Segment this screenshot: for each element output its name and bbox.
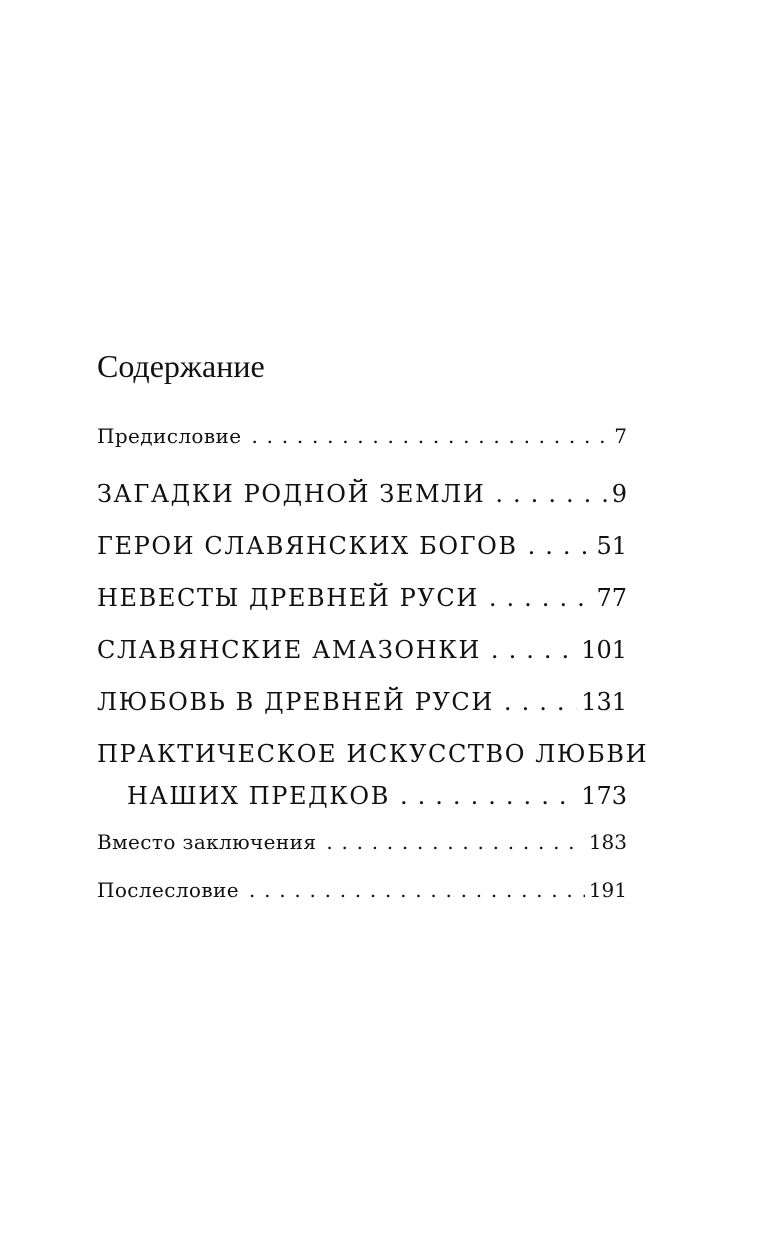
toc-entry-label: Предисловие xyxy=(97,424,242,448)
toc-page-number: 191 xyxy=(588,878,627,902)
toc-entry-label: СЛАВЯНСКИЕ АМАЗОНКИ xyxy=(97,636,481,664)
toc-entry-afterword[interactable] xyxy=(97,878,627,902)
toc-entry-chapter-6[interactable] xyxy=(97,740,649,810)
toc-page-number: 183 xyxy=(588,830,627,854)
toc-entry-conclusion[interactable] xyxy=(97,830,627,854)
toc-entry-label: ЛЮБОВЬ В ДРЕВНЕЙ РУСИ xyxy=(97,688,494,716)
toc-entry-label: Послесловие xyxy=(97,878,239,902)
toc-entry-label: Вместо заключения xyxy=(97,830,317,854)
toc-page-number: 9 xyxy=(611,480,627,508)
toc-page-number: 51 xyxy=(596,532,627,560)
toc-entry-chapter-5[interactable] xyxy=(97,688,627,716)
toc-entry-chapter-2[interactable] xyxy=(97,532,627,560)
toc-page-number: 77 xyxy=(596,584,627,612)
toc-leader-dots xyxy=(491,636,577,664)
toc-leader-dots xyxy=(528,532,593,560)
toc-leader-dots xyxy=(504,688,577,716)
toc-entry-label-line-1: ПРАКТИЧЕСКОЕ ИСКУССТВО ЛЮБВИ xyxy=(97,740,649,768)
toc-leader-dots xyxy=(495,480,607,508)
toc-entry-chapter-4[interactable] xyxy=(97,636,627,664)
toc-leader-dots xyxy=(326,830,584,854)
toc-entry-chapter-3[interactable] xyxy=(97,584,627,612)
page-title: Содержание xyxy=(97,348,265,384)
toc-entry-label: НЕВЕСТЫ ДРЕВНЕЙ РУСИ xyxy=(97,584,479,612)
toc-leader-dots xyxy=(400,782,577,810)
toc-page-number: 7 xyxy=(614,424,627,448)
toc-entry-label: ЗАГАДКИ РОДНОЙ ЗЕМЛИ xyxy=(97,480,486,508)
toc-leader-dots xyxy=(489,584,593,612)
toc-entry-second-line xyxy=(97,782,627,810)
toc-page-number: 101 xyxy=(581,636,627,664)
toc-entry-label: ГЕРОИ СЛАВЯНСКИХ БОГОВ xyxy=(97,532,518,560)
toc-leader-dots xyxy=(249,878,585,902)
toc-entry-chapter-1[interactable] xyxy=(97,480,627,508)
toc-page-number: 131 xyxy=(581,688,627,716)
toc-page-number: 173 xyxy=(581,782,627,810)
toc-entry-preface[interactable] xyxy=(97,424,627,448)
toc-leader-dots xyxy=(252,424,611,448)
toc-entry-label-line-2: НАШИХ ПРЕДКОВ xyxy=(127,782,390,810)
